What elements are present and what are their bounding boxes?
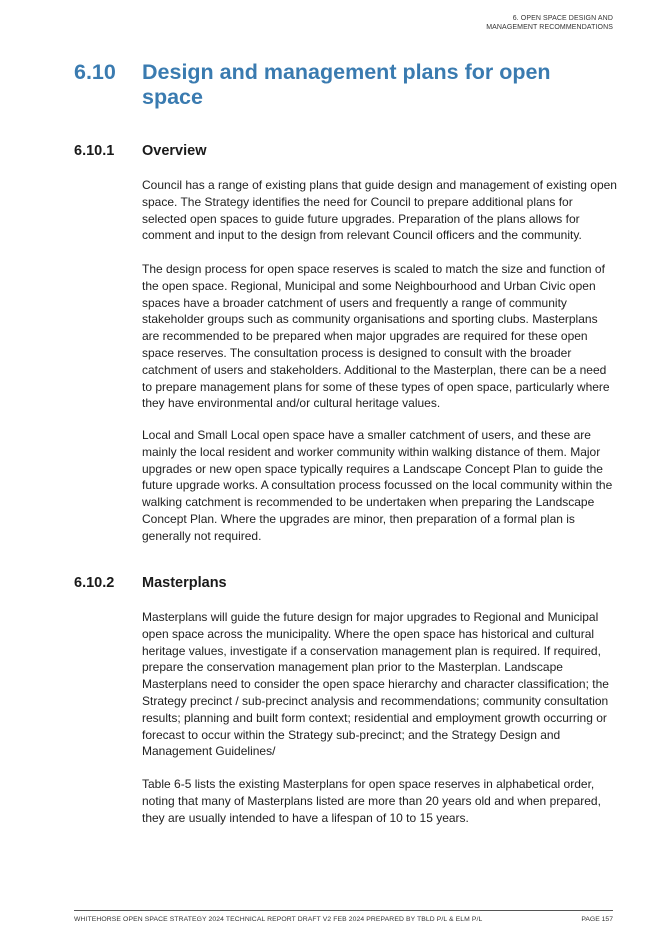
overview-paragraph-3: Local and Small Local open space have a smaller catchment of users, and these are mainly the local resident and worker community within walking distance of them. Major upgrades or new open space typically requires a Landscape Concept Plan to guide the future upgrade works. A consultation process focussed on the local community within the walking catchment is recommended to be undertaken when preparing the Landscape Concept Plan. Where the upgrades are minor, then preparation of a formal plan is generally not required. — [142, 428, 613, 543]
subsection-title-masterplans: Masterplans — [142, 575, 227, 591]
running-header — [486, 15, 613, 32]
overview-paragraph-2: The design process for open space reserves is scaled to match the size and function of the open space. Regional, Municipal and some Neighbourhood and Urban Civic open spaces have a broader catchment of users and frequently a range of community stakeholder groups such as community organisations and sporting clubs. Masterplans are recommended to be prepared when major upgrades are required for these open space reserves. The consultation process is designed to consult with the broader catchment of users and stakeholders. Additional to the Masterplan, there can be a need to prepare management plans for some of these types of open space, particularly where they have environmental and/or cultural heritage values. — [142, 262, 610, 411]
running-header-line-2: MANAGEMENT RECOMMENDATIONS — [486, 23, 613, 31]
subsection-title-overview: Overview — [142, 143, 207, 159]
subsection-number-overview: 6.10.1 — [74, 143, 115, 159]
running-header-line-1: 6. OPEN SPACE DESIGN AND — [512, 15, 613, 22]
footer-divider — [74, 910, 613, 911]
subsection-number-masterplans: 6.10.2 — [74, 575, 115, 591]
masterplans-paragraph-2: Table 6-5 lists the existing Masterplans for open space reserves in alphabetical order, noting that many of Masterplans listed are more than 20 years old and when prepared, they are usually intended to have a lifespan of 10 to 15 years. — [142, 777, 601, 825]
section-number: 6.10 — [74, 60, 116, 84]
section-title: Design and management plans for open space — [142, 60, 551, 109]
page-number: PAGE 157 — [581, 916, 613, 923]
overview-paragraph-1: Council has a range of existing plans that guide design and management of existing open space. The Strategy identifies the need for Council to prepare additional plans for selected open spaces to guide future upgrades. Preparation of the plans allows for comment and input to the design from relevant Council officers and the community. — [142, 178, 617, 243]
footer-document-info: WHITEHORSE OPEN SPACE STRATEGY 2024 TECHNICAL REPORT DRAFT V2 FEB 2024 PREPARED BY TBLD P/L & ELM P/L — [74, 916, 483, 923]
masterplans-paragraph-1: Masterplans will guide the future design for major upgrades to Regional and Municipal open space across the municipality. Where the open space has historical and cultural heritage values, investigate if a conservation management plan is required. If required, prepare the conservation management plan prior to the Masterplan. Landscape Masterplans need to consider the open space hierarchy and character classification; the Strategy precinct / sub-precinct analysis and recommendations; community consultation results; planning and built form context; residential and employment growth occurring or forecast to occur within the Strategy sub-precinct; and the Strategy Design and Management Guidelines/ — [142, 610, 609, 759]
